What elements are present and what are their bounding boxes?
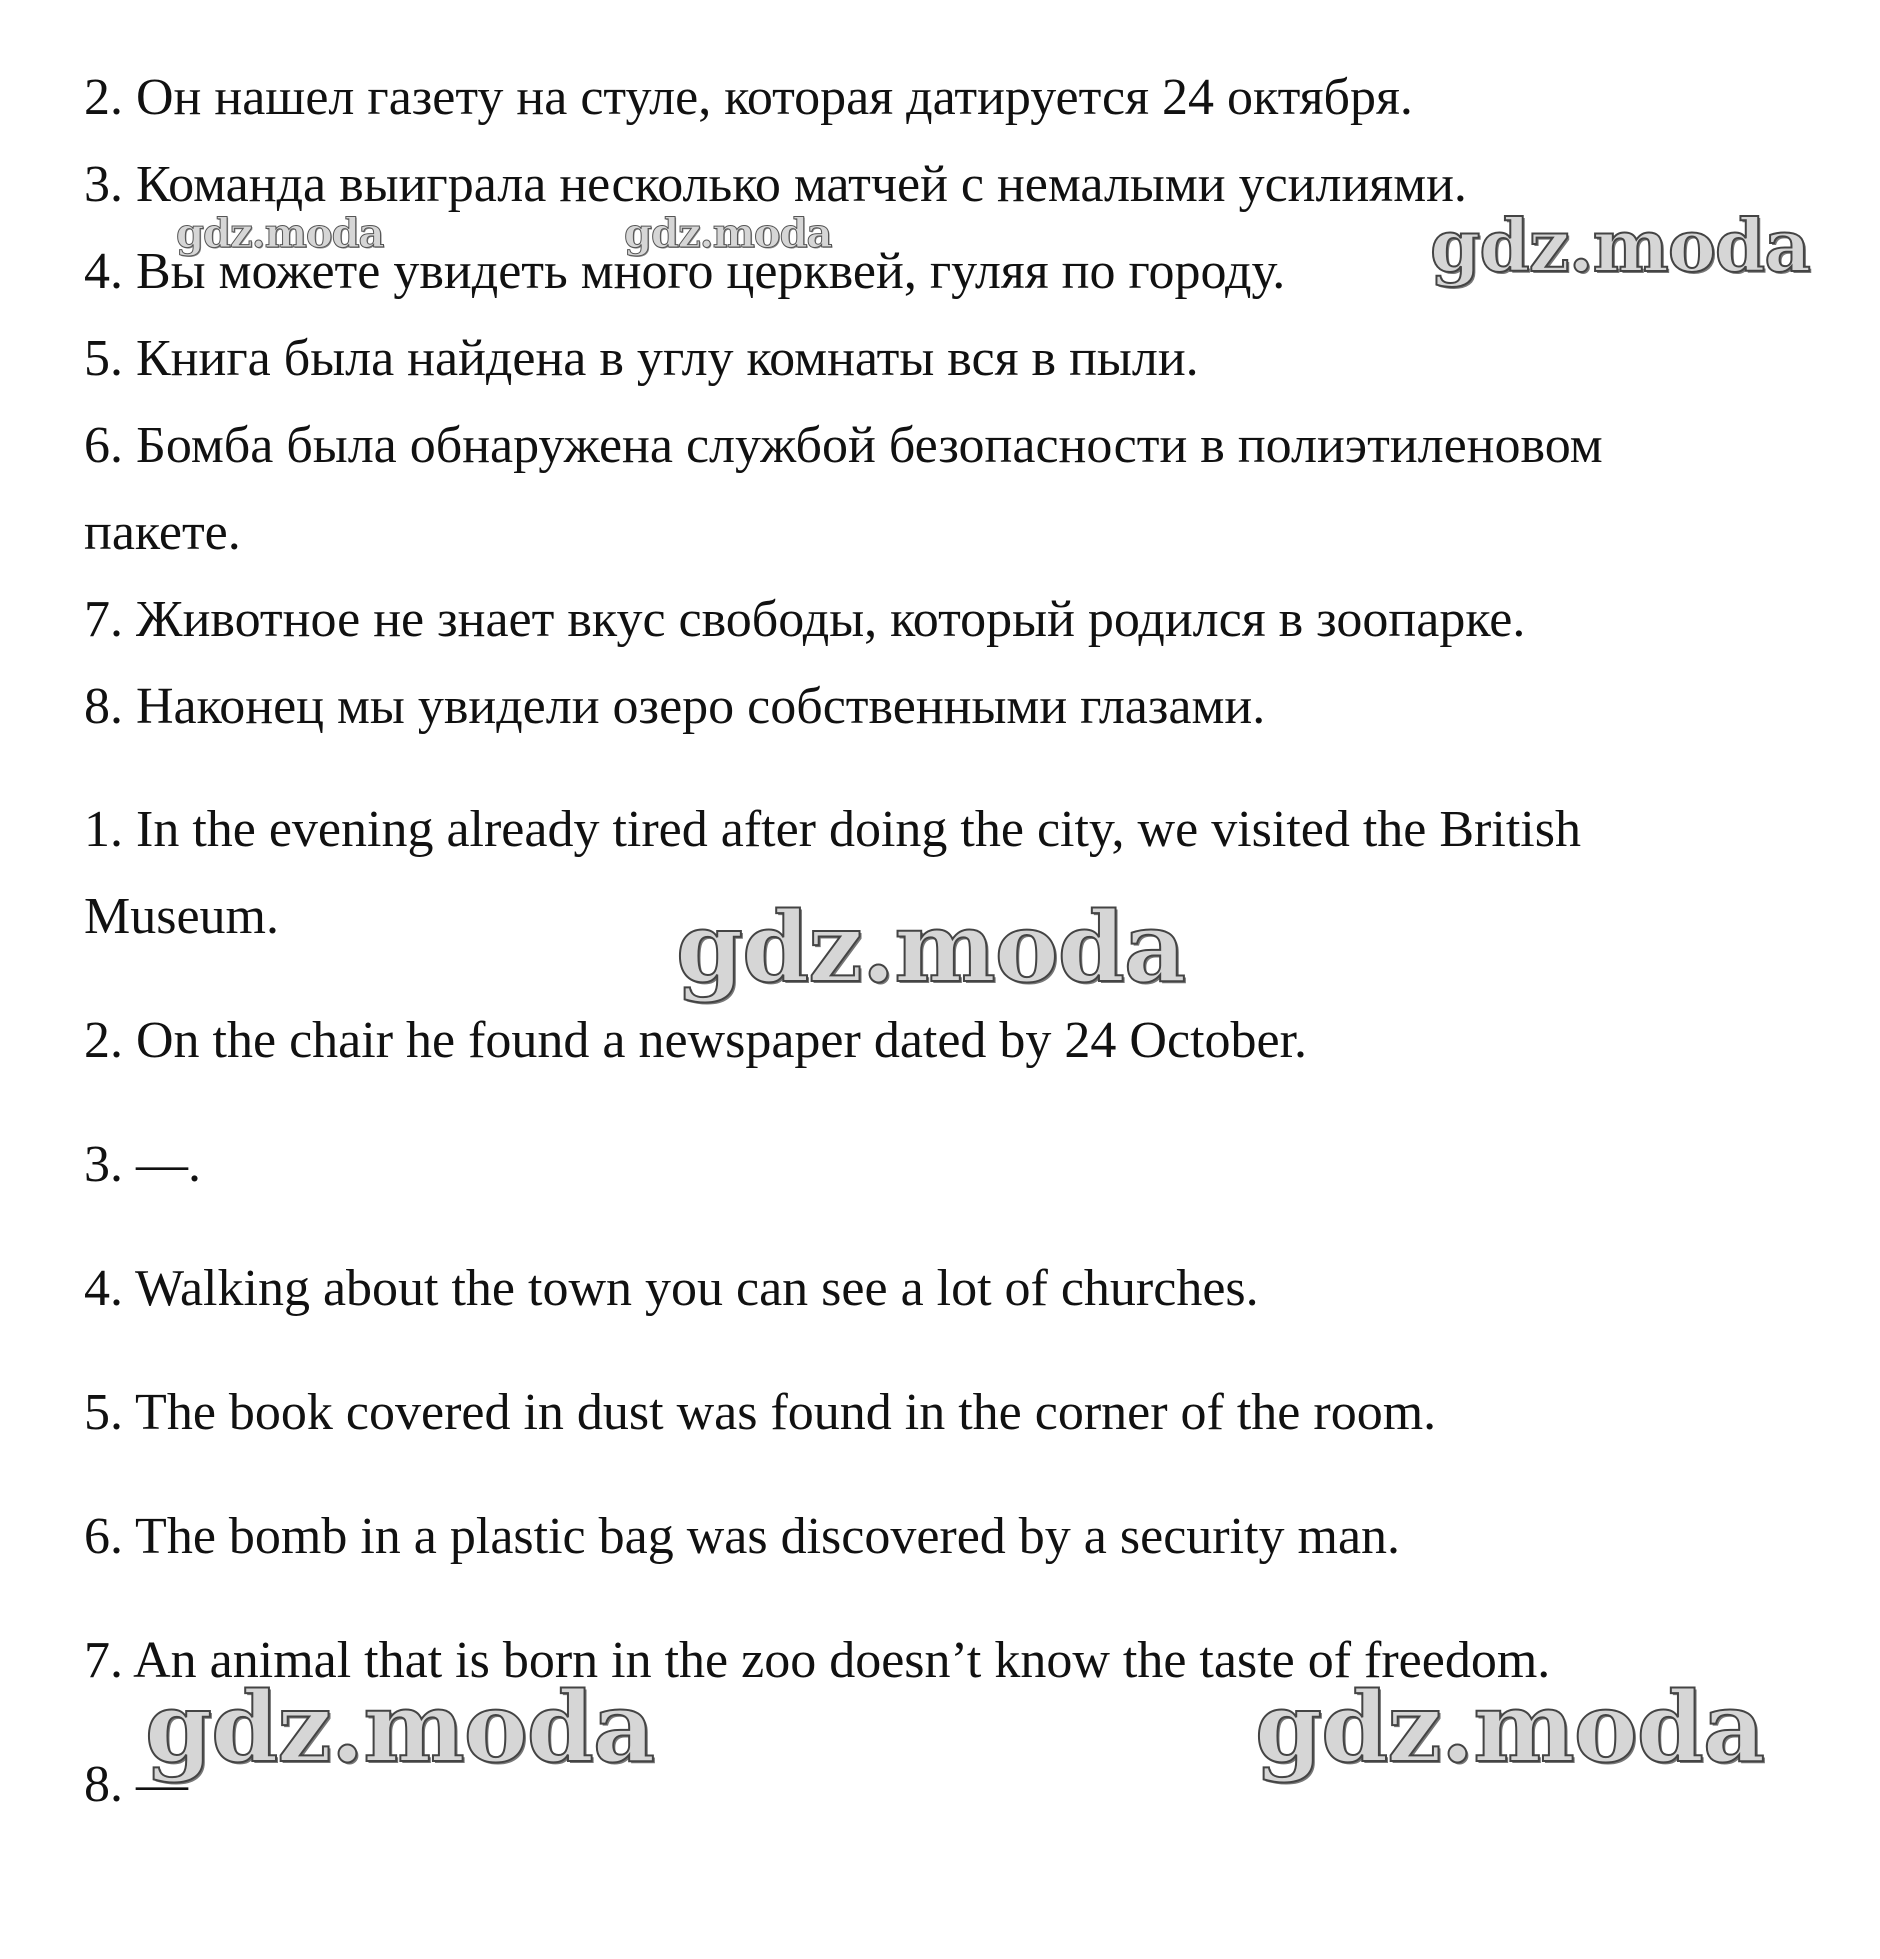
watermark-logo: gdz.moda	[145, 1671, 655, 1784]
en-line-3: 3. —.	[84, 1136, 201, 1193]
ru-line-1: 2. Он нашел газету на стуле, которая датируется 24 октября.	[84, 69, 1413, 126]
en-line-4: 4. Walking about the town you can see a lot of churches.	[84, 1260, 1259, 1317]
en-line-2: 2. On the chair he found a newspaper dated by 24 October.	[84, 1012, 1308, 1069]
ru-line-5-cont: пакете.	[84, 504, 241, 561]
en-line-7: 7. An animal that is born in the zoo doesn’t know the taste of freedom.	[84, 1632, 1551, 1689]
watermark-logo: gdz.moda	[1430, 203, 1810, 288]
ru-line-5: 6. Бомба была обнаружена службой безопасности в полиэтиленовом	[84, 417, 1603, 474]
watermark-logo: gdz.moda	[176, 210, 384, 257]
ru-line-2: 3. Команда выиграла несколько матчей с немалыми усилиями.	[84, 156, 1467, 213]
en-line-8: 8. —	[84, 1756, 188, 1813]
ru-line-7: 8. Наконец мы увидели озеро собственными глазами.	[84, 678, 1266, 735]
en-line-6: 6. The bomb in a plastic bag was discovered by a security man.	[84, 1508, 1401, 1565]
en-line-1-cont: Museum.	[84, 888, 279, 945]
en-line-1: 1. In the evening already tired after doing the city, we visited the British	[84, 801, 1581, 858]
en-line-5: 5. The book covered in dust was found in the corner of the room.	[84, 1384, 1437, 1441]
ru-line-6: 7. Животное не знает вкус свободы, который родился в зоопарке.	[84, 591, 1526, 648]
watermark-logo: gdz.moda	[676, 891, 1186, 1004]
ru-line-3: 4. Вы можете увидеть много церквей, гуляя по городу.	[84, 243, 1286, 300]
watermark-logo: gdz.moda	[1255, 1671, 1765, 1784]
ru-line-4: 5. Книга была найдена в углу комнаты вся в пыли.	[84, 330, 1199, 387]
watermark-logo: gdz.moda	[624, 210, 832, 257]
